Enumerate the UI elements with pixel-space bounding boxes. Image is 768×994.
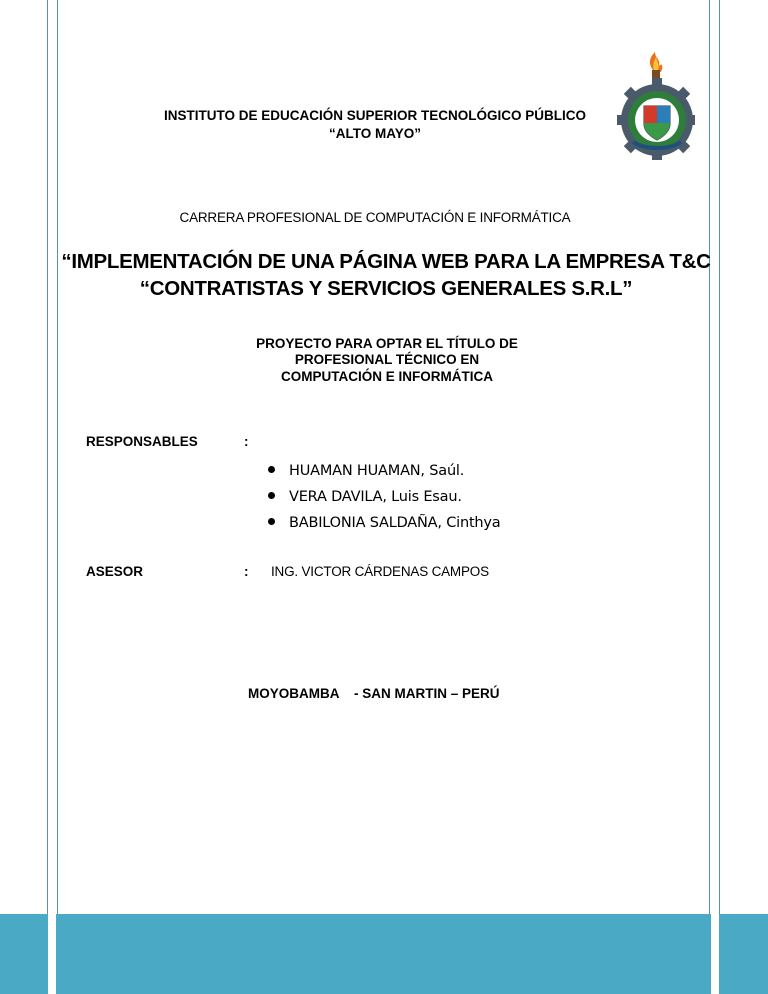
responsable-name: BABILONIA SALDAÑA, Cinthya [289,515,501,531]
institute-emblem-icon [617,50,695,160]
project-title-line1: “IMPLEMENTACIÓN DE UNA PÁGINA WEB PARA LA EMPRESA T&C [61,250,711,273]
purpose-line3: COMPUTACIÓN E INFORMÁTICA [281,369,493,384]
right-border-line-inner [709,0,710,994]
responsables-label: RESPONSABLES [86,434,198,449]
purpose-line1: PROYECTO PARA OPTAR EL TÍTULO DE [256,336,518,351]
asesor-colon: : [244,564,249,579]
bullet-icon [268,492,275,499]
institution-subname: “ALTO MAYO” [328,126,421,141]
left-border-line-outer [47,0,48,994]
footer-gap-left [48,914,56,994]
left-border-line-inner [57,0,58,994]
responsables-colon: : [244,434,249,449]
footer-gap-right [711,914,719,994]
career-name: CARRERA PROFESIONAL DE COMPUTACIÓN E INFORMÁTICA [179,210,571,225]
institution-name: INSTITUTO DE EDUCACIÓN SUPERIOR TECNOLÓGICO PÚBLICO [163,108,587,123]
responsable-item [268,489,462,505]
responsable-name: HUAMAN HUAMAN, Saúl. [289,463,465,479]
bullet-icon [268,466,275,473]
asesor-label: ASESOR [86,564,144,579]
asesor-name: ING. VICTOR CÁRDENAS CAMPOS [271,564,489,579]
responsable-item [268,515,501,531]
bullet-icon [268,518,275,525]
footer-band [0,914,768,994]
purpose-line2: PROFESIONAL TÉCNICO EN [294,352,480,367]
responsable-name: VERA DAVILA, Luis Esau. [289,489,462,505]
responsable-item [268,463,464,479]
project-title-line2: “CONTRATISTAS Y SERVICIOS GENERALES S.R.L” [139,277,633,300]
location: MOYOBAMBA - SAN MARTIN – PERÚ [248,686,500,701]
right-border-line-outer [719,0,720,994]
